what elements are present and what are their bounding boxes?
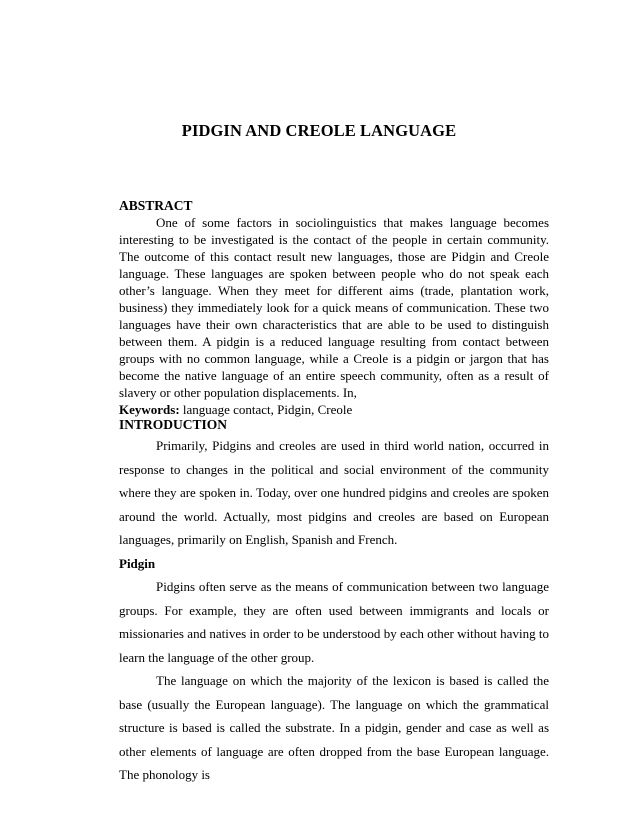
keywords-value: language contact, Pidgin, Creole — [179, 402, 353, 417]
introduction-paragraph-1: Primarily, Pidgins and creoles are used in third world nation, occurred in response to changes in the political and social environment of the community where they are spoken in. Today, over one hundred pidgins and creoles are spoken around the world. Actually, most pidgins and creoles are based on European languages, primarily on English, Spanish and French. — [119, 438, 549, 547]
keywords-label: Keywords: — [119, 402, 180, 417]
abstract-heading: ABSTRACT — [119, 198, 193, 213]
pidgin-paragraph-2: The language on which the majority of the lexicon is based is called the base (usually the European language). The language on which the grammatical structure is based is called the substrate. In a pidgin, gender and case as well as other elements of language are often dropped from the base European language. The phonology is — [119, 673, 549, 782]
pidgin-subheading: Pidgin — [119, 555, 156, 571]
introduction-section — [119, 416, 549, 787]
introduction-heading: INTRODUCTION — [119, 417, 228, 432]
abstract-paragraph: One of some factors in sociolinguistics that makes language becomes interesting to be investigated is the contact of the people in certain community. The outcome of this contact result new languages, those are Pidgin and Creole language. These languages are spoken between people who do not speak each other’s language. When they meet for different aims (trade, plantation work, business) they immediately look for a quick means of communication. These two languages have their own characteristics that are able to be used to distinguish between them. A pidgin is a reduced language resulting from contact between groups with no common language, while a Creole is a pidgin or jargon that has become the native language of an entire speech community, often as a result of slavery or other population displacements. In, — [119, 215, 549, 400]
pidgin-paragraph-1: Pidgins often serve as the means of communication between two language groups. For example, they are often used between immigrants and locals or missionaries and natives in order to be understood by each other without having to learn the language of the other group. — [119, 579, 549, 665]
document-title: PIDGIN AND CREOLE LANGUAGE — [181, 121, 457, 140]
abstract-section — [119, 197, 549, 418]
